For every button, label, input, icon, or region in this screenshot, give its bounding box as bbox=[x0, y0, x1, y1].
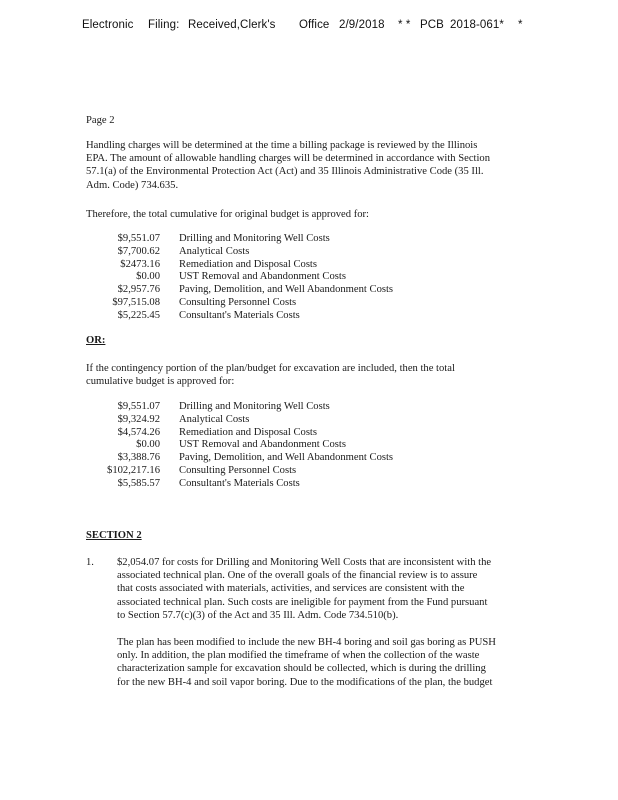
header-star-right: * bbox=[518, 19, 523, 31]
budget-row bbox=[86, 477, 506, 490]
budget-label: Paving, Demolition, and Well Abandonment Costs bbox=[179, 452, 394, 464]
budget-amount: $9,324.92 bbox=[117, 413, 160, 425]
budget-label: Analytical Costs bbox=[179, 245, 250, 257]
budget-label: UST Removal and Abandonment Costs bbox=[179, 271, 346, 283]
header-word-received: Received,Clerk's bbox=[188, 19, 276, 31]
budget-label: Remediation and Disposal Costs bbox=[179, 426, 318, 438]
budget-row bbox=[86, 296, 506, 309]
item-1-paragraph bbox=[117, 556, 527, 622]
budget-amount: $5,585.57 bbox=[117, 477, 160, 489]
budget-amount: $2473.16 bbox=[120, 258, 160, 270]
paragraph-line: cumulative budget is approved for: bbox=[86, 376, 235, 388]
header-pcb: PCB bbox=[420, 19, 444, 31]
budget-label: Drilling and Monitoring Well Costs bbox=[179, 401, 330, 412]
budget-amount: $5,225.45 bbox=[117, 309, 160, 321]
budget-row bbox=[86, 258, 506, 271]
budget-row bbox=[86, 438, 506, 451]
contingency-paragraph bbox=[86, 362, 526, 388]
original-budget-list bbox=[86, 232, 506, 322]
header-case-number: 2018-061* bbox=[450, 19, 504, 31]
paragraph-line: $2,054.07 for costs for Drilling and Monitoring Well Costs that are inconsistent with the bbox=[117, 557, 492, 568]
budget-row bbox=[86, 270, 506, 283]
budget-amount: $2,957.76 bbox=[117, 284, 160, 296]
header-date: 2/9/2018 bbox=[339, 19, 385, 31]
handling-charges-paragraph bbox=[86, 139, 526, 192]
budget-label: Drilling and Monitoring Well Costs bbox=[179, 233, 330, 244]
header-word-filing: Filing: bbox=[148, 19, 180, 31]
header-word-electronic: Electronic bbox=[82, 19, 134, 31]
item-1-second-paragraph bbox=[117, 636, 527, 689]
paragraph-line: If the contingency portion of the plan/budget for excavation are included, then the total bbox=[86, 363, 455, 374]
budget-label: Remediation and Disposal Costs bbox=[179, 258, 318, 270]
paragraph-line: EPA. The amount of allowable handling charges will be determined in accordance with Section bbox=[86, 153, 491, 165]
paragraph-line: Handling charges will be determined at the time a billing package is reviewed by the Illinois bbox=[86, 140, 478, 151]
header-word-office: Office bbox=[299, 19, 330, 31]
paragraph-line: Adm. Code) 734.635. bbox=[86, 179, 179, 191]
paragraph-line: for the new BH-4 and soil vapor boring. Due to the modifications of the plan, the budget bbox=[117, 676, 493, 688]
paragraph-line: that costs associated with materials, activities, and services are consistent with the bbox=[117, 583, 465, 595]
budget-label: Consulting Personnel Costs bbox=[179, 296, 297, 308]
budget-row bbox=[86, 245, 506, 258]
original-budget-intro: Therefore, the total cumulative for original budget is approved for: bbox=[86, 209, 369, 220]
paragraph-line: only. In addition, the plan modified the timeframe of when the collection of the waste bbox=[117, 650, 480, 662]
budget-amount: $9,551.07 bbox=[117, 233, 160, 244]
budget-label: Analytical Costs bbox=[179, 413, 250, 425]
budget-label: Consultant's Materials Costs bbox=[179, 477, 300, 489]
paragraph-line: associated technical plan. One of the overall goals of the financial review is to assure bbox=[117, 570, 478, 582]
budget-amount: $9,551.07 bbox=[117, 401, 160, 412]
budget-amount: $97,515.08 bbox=[112, 296, 160, 308]
budget-row bbox=[86, 309, 506, 322]
paragraph-line: characterization sample for excavation should be collected, which is during the drilling bbox=[117, 663, 486, 675]
budget-row bbox=[86, 451, 506, 464]
budget-amount: $4,574.26 bbox=[117, 426, 160, 438]
budget-amount: $7,700.62 bbox=[117, 245, 160, 257]
budget-amount: $0.00 bbox=[136, 271, 160, 283]
header-stars-left: * * bbox=[398, 19, 411, 31]
budget-row bbox=[86, 426, 506, 439]
budget-amount: $3,388.76 bbox=[117, 452, 160, 464]
item-number: 1. bbox=[86, 557, 94, 568]
budget-amount: $102,217.16 bbox=[107, 464, 160, 476]
budget-row bbox=[86, 464, 506, 477]
or-heading: OR: bbox=[86, 335, 106, 346]
budget-label: Consultant's Materials Costs bbox=[179, 309, 300, 321]
budget-label: Paving, Demolition, and Well Abandonment Costs bbox=[179, 284, 394, 296]
budget-row bbox=[86, 413, 506, 426]
paragraph-line: to Section 57.7(c)(3) of the Act and 35 Ill. Adm. Code 734.510(b). bbox=[117, 609, 399, 621]
contingency-budget-list bbox=[86, 400, 506, 490]
page-label: Page 2 bbox=[86, 115, 115, 126]
budget-amount: $0.00 bbox=[136, 439, 160, 451]
budget-label: Consulting Personnel Costs bbox=[179, 464, 297, 476]
budget-row bbox=[86, 400, 506, 413]
paragraph-line: The plan has been modified to include the new BH-4 boring and soil gas boring as PUSH bbox=[117, 637, 496, 648]
budget-label: UST Removal and Abandonment Costs bbox=[179, 439, 346, 451]
paragraph-line: associated technical plan. Such costs are ineligible for payment from the Fund pursuant bbox=[117, 596, 488, 608]
budget-row bbox=[86, 283, 506, 296]
budget-row bbox=[86, 232, 506, 245]
paragraph-line: 57.1(a) of the Environmental Protection Act (Act) and 35 Illinois Administrative Code (35 Ill. bbox=[86, 166, 484, 178]
section-2-heading: SECTION 2 bbox=[86, 530, 142, 541]
